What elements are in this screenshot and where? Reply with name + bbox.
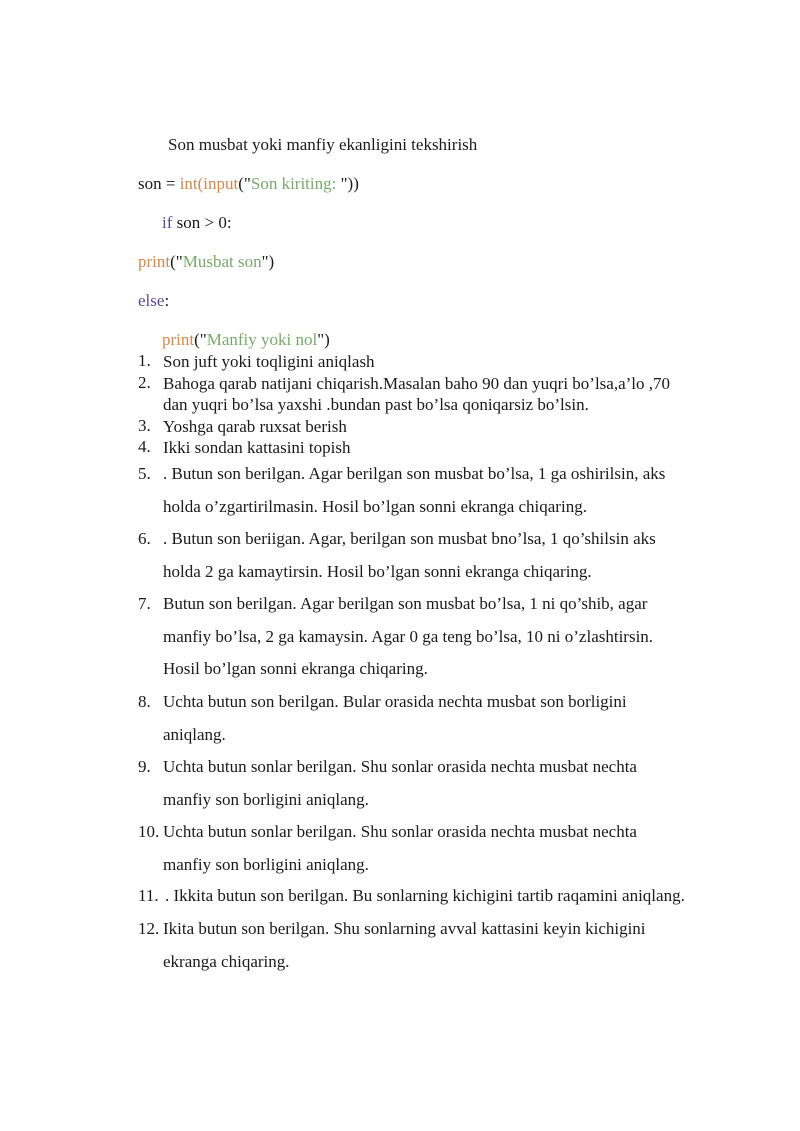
list-item-text bbox=[163, 373, 763, 415]
list-item-number: 5. bbox=[138, 464, 151, 483]
list-item-text bbox=[163, 816, 763, 881]
code-text: ") bbox=[261, 252, 275, 271]
list-item-text bbox=[163, 351, 763, 372]
code-line-3 bbox=[138, 252, 274, 272]
code-text: son = bbox=[138, 174, 180, 193]
list-item-line: manfiy son borligini aniqlang. bbox=[163, 789, 369, 809]
code-function: print bbox=[138, 252, 171, 271]
list-item-text bbox=[163, 416, 763, 437]
list-item-line: holda 2 ga kamaytirsin. Hosil bo’lgan sonni ekranga chiqaring. bbox=[163, 561, 592, 581]
list-item-text bbox=[165, 880, 765, 913]
list-item-number: 12. bbox=[138, 919, 160, 938]
list-item-line: Butun son berilgan. Agar berilgan son musbat bo’lsa, 1 ni qo’shib, agar bbox=[163, 594, 648, 613]
list-item-line: Uchta butun sonlar berilgan. Shu sonlar orasida nechta musbat nechta bbox=[163, 822, 637, 841]
list-item-text bbox=[163, 458, 763, 523]
list-item-line: manfiy bo’lsa, 2 ga kamaysin. Agar 0 ga teng bo’lsa, 10 ni o’zlashtirsin. bbox=[163, 626, 654, 646]
list-item-text bbox=[163, 523, 763, 588]
list-item-number: 4. bbox=[138, 437, 151, 456]
code-text: son > 0: bbox=[172, 213, 232, 232]
list-item-number: 3. bbox=[138, 416, 151, 435]
list-item-line: Hosil bo’lgan sonni ekranga chiqaring. bbox=[163, 659, 428, 678]
code-text: : bbox=[164, 291, 170, 310]
list-item-number: 10. bbox=[138, 822, 160, 841]
list-item-number: 7. bbox=[138, 594, 151, 613]
list-item-number: 1. bbox=[138, 351, 151, 370]
document-title: Son musbat yoki manfiy ekanligini tekshirish bbox=[168, 135, 478, 154]
list-item-line: Son juft yoki toqligini aniqlash bbox=[163, 352, 375, 371]
list-item-line: manfiy son borligini aniqlang. bbox=[163, 854, 369, 874]
code-text: (" bbox=[194, 330, 207, 349]
list-item-text bbox=[163, 437, 763, 458]
list-item-text bbox=[163, 913, 763, 978]
list-item-line: Yoshga qarab ruxsat berish bbox=[163, 417, 347, 436]
code-string: Son kiriting: bbox=[250, 174, 341, 193]
list-item-text bbox=[163, 686, 763, 751]
code-text: (" bbox=[170, 252, 183, 271]
code-keyword: else bbox=[138, 291, 165, 310]
code-function: int(input bbox=[179, 174, 239, 193]
list-item-text bbox=[163, 751, 763, 816]
list-item-line: aniqlang. bbox=[163, 724, 226, 744]
code-line-1 bbox=[138, 174, 359, 194]
code-keyword: if bbox=[162, 213, 173, 232]
list-item-number: 11. bbox=[138, 886, 159, 905]
list-item-number: 9. bbox=[138, 757, 151, 776]
code-text: (" bbox=[238, 174, 251, 193]
list-item-number: 6. bbox=[138, 529, 151, 548]
code-line-2 bbox=[162, 213, 232, 233]
list-item-line: Ikki sondan kattasini topish bbox=[163, 438, 351, 457]
list-item-line: dan yuqri bo’lsa yaxshi .bundan past bo’lsa qoniqarsiz bo’lsin. bbox=[163, 395, 589, 414]
list-item-line: Uchta butun sonlar berilgan. Shu sonlar orasida nechta musbat nechta bbox=[163, 757, 637, 776]
list-item-line: . Butun son beriigan. Agar, berilgan son musbat bno’lsa, 1 qo’shilsin aks bbox=[163, 529, 656, 548]
code-line-5 bbox=[162, 330, 330, 350]
code-string: Manfiy yoki nol bbox=[206, 330, 318, 349]
list-item-line: holda o’zgartirilmasin. Hosil bo’lgan sonni ekranga chiqaring. bbox=[163, 496, 587, 516]
list-item-line: ekranga chiqaring. bbox=[163, 951, 290, 971]
code-function: print bbox=[162, 330, 195, 349]
list-item-text bbox=[163, 588, 763, 686]
list-item-line: . Ikkita butun son berilgan. Bu sonlarning kichigini tartib raqamini aniqlang. bbox=[165, 886, 685, 905]
list-item-line: Bahoga qarab natijani chiqarish.Masalan baho 90 dan yuqri bo’lsa,a’lo ,70 bbox=[163, 374, 671, 393]
code-text: ") bbox=[317, 330, 330, 349]
list-item-line: Ikita butun son berilgan. Shu sonlarning avval kattasini keyin kichigini bbox=[163, 919, 646, 938]
list-item-number: 2. bbox=[138, 373, 151, 392]
list-item-line: Uchta butun son berilgan. Bular orasida nechta musbat son borligini bbox=[163, 692, 627, 711]
code-string: Musbat son bbox=[182, 252, 262, 271]
list-item-line: . Butun son berilgan. Agar berilgan son musbat bo’lsa, 1 ga oshirilsin, aks bbox=[163, 464, 666, 483]
code-text: ")) bbox=[340, 174, 359, 193]
code-line-4 bbox=[138, 291, 169, 311]
list-item-number: 8. bbox=[138, 692, 151, 711]
